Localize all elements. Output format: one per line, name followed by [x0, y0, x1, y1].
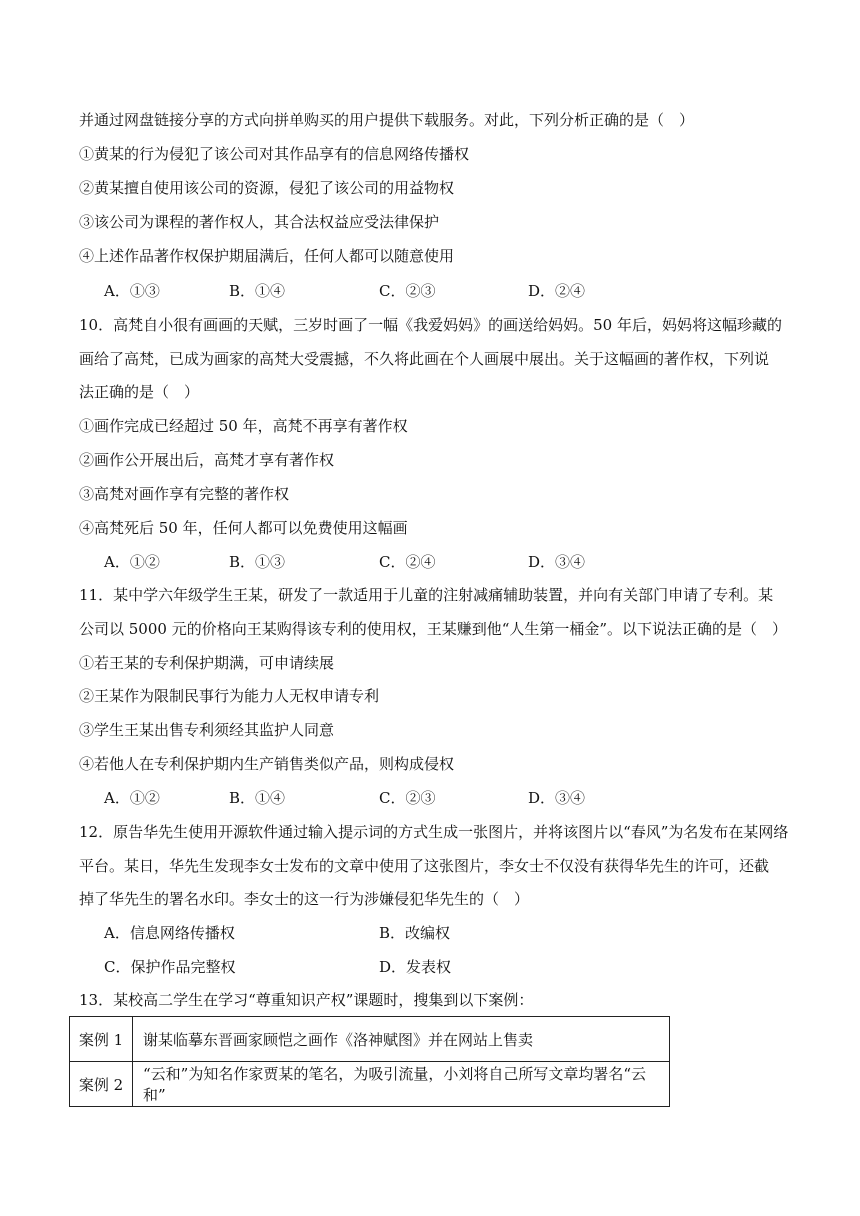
- q9-item-3: ③该公司为课程的著作权人，其合法权益应受法律保护: [79, 213, 440, 231]
- q10-option-d: D．③④: [528, 553, 586, 571]
- q13-stem: 13．某校高二学生在学习“尊重知识产权”课题时，搜集到以下案例：: [79, 991, 534, 1009]
- q12-option-a: A．信息网络传播权: [104, 924, 235, 942]
- q12-stem-line-1: 12．原告华先生使用开源软件通过输入提示词的方式生成一张图片，并将该图片以“春风”为名发布在某网络: [79, 823, 789, 841]
- q10-item-4: ④高梵死后 50 年，任何人都可以免费使用这幅画: [79, 519, 408, 537]
- q9-item-1: ①黄某的行为侵犯了该公司对其作品享有的信息网络传播权: [79, 145, 470, 163]
- q9-option-c: C．②③: [379, 282, 436, 300]
- q9-option-d: D．②④: [528, 282, 586, 300]
- q9-stem-tail: 并通过网盘链接分享的方式向拼单购买的用户提供下载服务。对此，下列分析正确的是（ ）: [79, 111, 695, 129]
- q10-option-b: B．①③: [229, 553, 286, 571]
- q11-item-3: ③学生王某出售专利须经其监护人同意: [79, 721, 335, 739]
- q10-stem-line-3: 法正确的是（ ）: [79, 383, 200, 401]
- table-row: [70, 1062, 670, 1107]
- q9-item-2: ②黄某擅自使用该公司的资源，侵犯了该公司的用益物权: [79, 179, 455, 197]
- table-row: [70, 1017, 670, 1062]
- q11-stem-line-2: 公司以 5000 元的价格向王某购得该专利的使用权，王某赚到他“人生第一桶金”。以下说法正确的是（ ）: [79, 620, 788, 638]
- q12-option-c: C．保护作品完整权: [104, 958, 236, 976]
- q11-item-1: ①若王某的专利保护期满，可申请续展: [79, 654, 335, 672]
- q10-item-2: ②画作公开展出后，高梵才享有著作权: [79, 451, 335, 469]
- q11-option-c: C．②③: [379, 789, 436, 807]
- q12-option-b: B．改编权: [379, 924, 451, 942]
- q12-stem-line-2: 平台。某日，华先生发现李女士发布的文章中使用了这张图片，李女士不仅没有获得华先生的许可，还截: [79, 857, 770, 875]
- q11-item-2: ②王某作为限制民事行为能力人无权申请专利: [79, 687, 380, 705]
- q10-stem-line-2: 画给了高梵，已成为画家的高梵大受震撼，不久将此画在个人画展中展出。关于这幅画的著作权，下列说: [79, 350, 770, 368]
- q11-option-d: D．③④: [528, 789, 586, 807]
- q10-item-3: ③高梵对画作享有完整的著作权: [79, 485, 290, 503]
- q10-option-c: C．②④: [379, 553, 436, 571]
- q9-option-a: A．①③: [104, 282, 160, 300]
- case-label: 案例 2: [70, 1062, 133, 1107]
- q12-option-d: D．发表权: [379, 958, 452, 976]
- q9-item-4: ④上述作品著作权保护期届满后，任何人都可以随意使用: [79, 247, 455, 265]
- q9-option-b: B．①④: [229, 282, 286, 300]
- q10-option-a: A．①②: [104, 553, 160, 571]
- case-label: 案例 1: [70, 1017, 133, 1062]
- q11-stem-line-1: 11．某中学六年级学生王某，研发了一款适用于儿童的注射减痛辅助装置，并向有关部门申请了专利。某: [79, 586, 774, 604]
- case-description: “云和”为知名作家贾某的笔名，为吸引流量，小刘将自己所写文章均署名“云和”: [133, 1062, 670, 1107]
- q11-option-b: B．①④: [229, 789, 286, 807]
- case-description: 谢某临摹东晋画家顾恺之画作《洛神赋图》并在网站上售卖: [133, 1017, 670, 1062]
- case-table: [69, 1016, 670, 1107]
- q10-stem-line-1: 10．高梵自小很有画画的天赋，三岁时画了一幅《我爱妈妈》的画送给妈妈。50 年后，妈妈将这幅珍藏的: [79, 316, 782, 334]
- q11-option-a: A．①②: [104, 789, 160, 807]
- q12-stem-line-3: 掉了华先生的署名水印。李女士的这一行为涉嫌侵犯华先生的（ ）: [79, 890, 530, 908]
- q10-item-1: ①画作完成已经超过 50 年，高梵不再享有著作权: [79, 417, 408, 435]
- q11-item-4: ④若他人在专利保护期内生产销售类似产品，则构成侵权: [79, 755, 455, 773]
